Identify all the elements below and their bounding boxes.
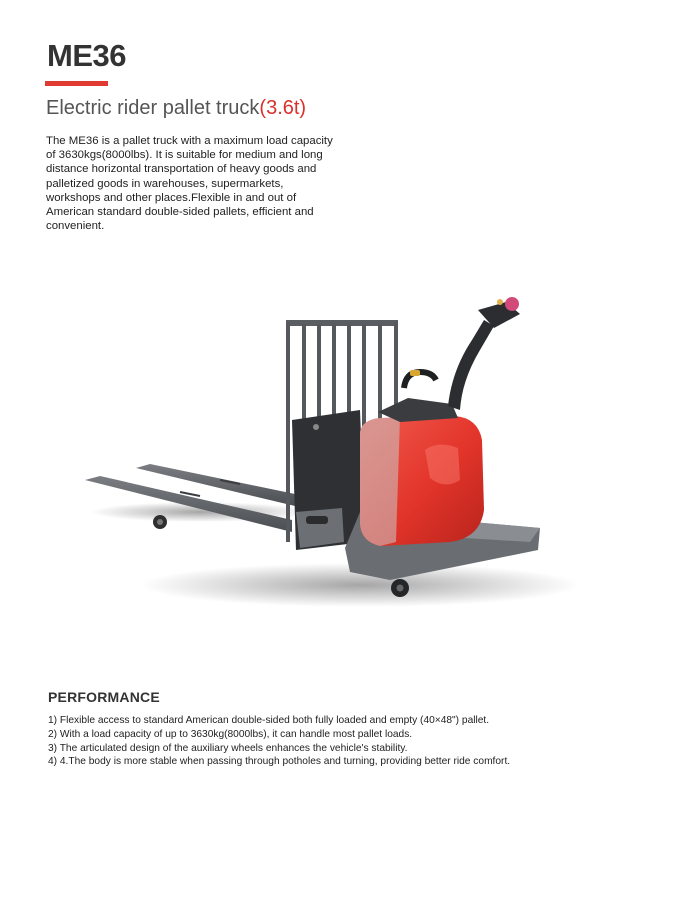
subtitle-capacity: (3.6t): [259, 97, 307, 119]
title-underline: [45, 81, 108, 86]
performance-item: 1) Flexible access to standard American double-sided both fully loaded and empty (40×48") pallet.: [48, 715, 490, 726]
performance-item: 4) 4.The body is more stable when passing through potholes and turning, providing better ride comfort.: [48, 756, 511, 768]
product-description: The ME36 is a pallet truck with a maximum load capacity of 3630kgs(8000lbs). It is suitable for medium and long distance horizontal transportation of heavy goods and palletized goods in warehouses, supermarkets, workshops and other places.Flexible in and out of American standard double-sided pallets, efficient and convenient.: [46, 135, 333, 233]
performance-list: [48, 714, 510, 769]
hand-grip: [404, 372, 436, 388]
model-title: ME36: [47, 38, 126, 73]
pallet-truck-image: [60, 280, 580, 620]
performance-heading: PERFORMANCE: [48, 689, 160, 705]
performance-item: 2) With a load capacity of up to 3630kg(8000lbs), it can handle most pallet loads.: [48, 728, 413, 740]
steering-tiller: [448, 320, 494, 410]
performance-item: 3) The articulated design of the auxiliary wheels enhances the vehicle's stability.: [48, 742, 408, 754]
fork-rear: [136, 464, 295, 506]
subtitle-main: Electric rider pallet truck: [46, 97, 260, 119]
subtitle: [46, 97, 306, 120]
tiller-knob: [505, 297, 519, 311]
